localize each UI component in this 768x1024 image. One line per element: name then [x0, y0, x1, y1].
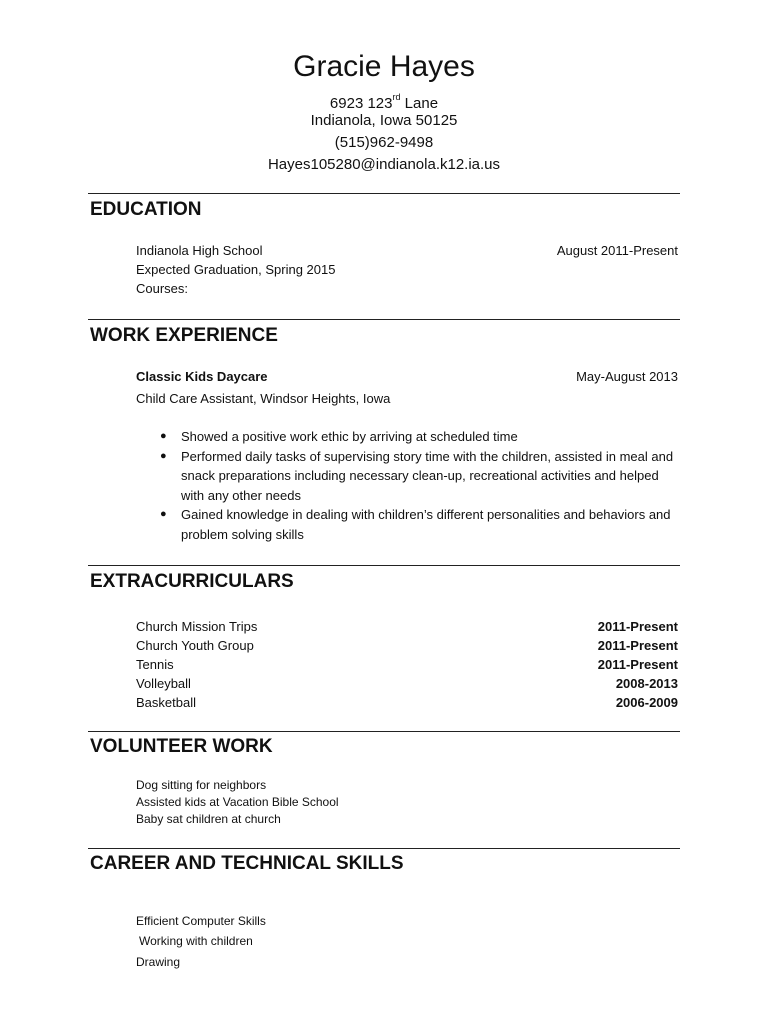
activity-name: Tennis [136, 657, 174, 672]
skill-item: Drawing [136, 955, 181, 969]
job-title-line: Child Care Assistant, Windsor Heights, Iowa [136, 391, 391, 406]
bullet-text: Performed daily tasks of supervising story time with the children, assisted in meal and snack preparations including necessary clean-up, recreational activities and helped with any other needs [181, 448, 674, 503]
bullet-item [160, 505, 680, 544]
section-divider [88, 319, 680, 320]
volunteer-heading: VOLUNTEER WORK [90, 736, 273, 757]
extracurriculars-heading: EXTRACURRICULARS [90, 571, 294, 592]
bullet-icon: ● [160, 449, 167, 462]
email-line: Hayes105280@indianola.k12.ia.us [267, 156, 501, 173]
work-bullet-list [160, 427, 680, 544]
work-heading: WORK EXPERIENCE [90, 325, 278, 346]
school-dates: August 2011-Present [556, 243, 678, 258]
section-divider [88, 193, 680, 194]
work-employer-row [136, 367, 678, 386]
section-divider [88, 848, 680, 849]
bullet-item [160, 447, 680, 506]
phone-line: (515)962-9498 [334, 134, 434, 151]
skill-item: Efficient Computer Skills [136, 914, 266, 928]
volunteer-item: Dog sitting for neighbors [136, 778, 267, 792]
activity-dates: 2011-Present [597, 619, 678, 634]
activity-name: Church Mission Trips [136, 619, 258, 634]
volunteer-item: Assisted kids at Vacation Bible School [136, 795, 339, 809]
activity-row [136, 636, 678, 655]
activity-row [136, 674, 678, 693]
activity-name: Church Youth Group [136, 638, 254, 653]
activity-row [136, 617, 678, 636]
employer-dates: May-August 2013 [576, 369, 678, 384]
bullet-text: Showed a positive work ethic by arriving at scheduled time [181, 429, 518, 444]
address-ordinal: rd [392, 92, 401, 102]
activity-dates: 2011-Present [597, 638, 678, 653]
education-heading: EDUCATION [90, 199, 202, 220]
bullet-item [160, 427, 680, 447]
skills-heading: CAREER AND TECHNICAL SKILLS [90, 853, 404, 874]
employer-name: Classic Kids Daycare [136, 369, 268, 384]
address-number: 6923 123 [329, 95, 393, 112]
section-divider [88, 731, 680, 732]
bullet-text: Gained knowledge in dealing with children’s different personalities and behaviors and problem solving skills [181, 507, 671, 542]
activity-dates: 2011-Present [597, 657, 678, 672]
activity-row [136, 655, 678, 674]
school-name: Indianola High School [136, 243, 263, 258]
bullet-icon: ● [160, 508, 167, 520]
bullet-icon: ● [160, 430, 167, 442]
graduation-line: Expected Graduation, Spring 2015 [136, 262, 336, 277]
activity-name: Volleyball [136, 676, 191, 691]
activity-dates: 2006-2009 [615, 695, 678, 710]
volunteer-item: Baby sat children at church [136, 812, 281, 826]
address-street: Lane [400, 95, 439, 112]
section-divider [88, 565, 680, 566]
activity-name: Basketball [136, 695, 196, 710]
courses-line: Courses: [136, 281, 189, 296]
skill-item: Working with children [139, 934, 253, 948]
education-school-row [136, 241, 678, 260]
resume-name: Gracie Hayes [293, 50, 475, 83]
city-line: Indianola, Iowa 50125 [310, 112, 458, 129]
activity-dates: 2008-2013 [615, 676, 678, 691]
activity-row [136, 693, 678, 712]
